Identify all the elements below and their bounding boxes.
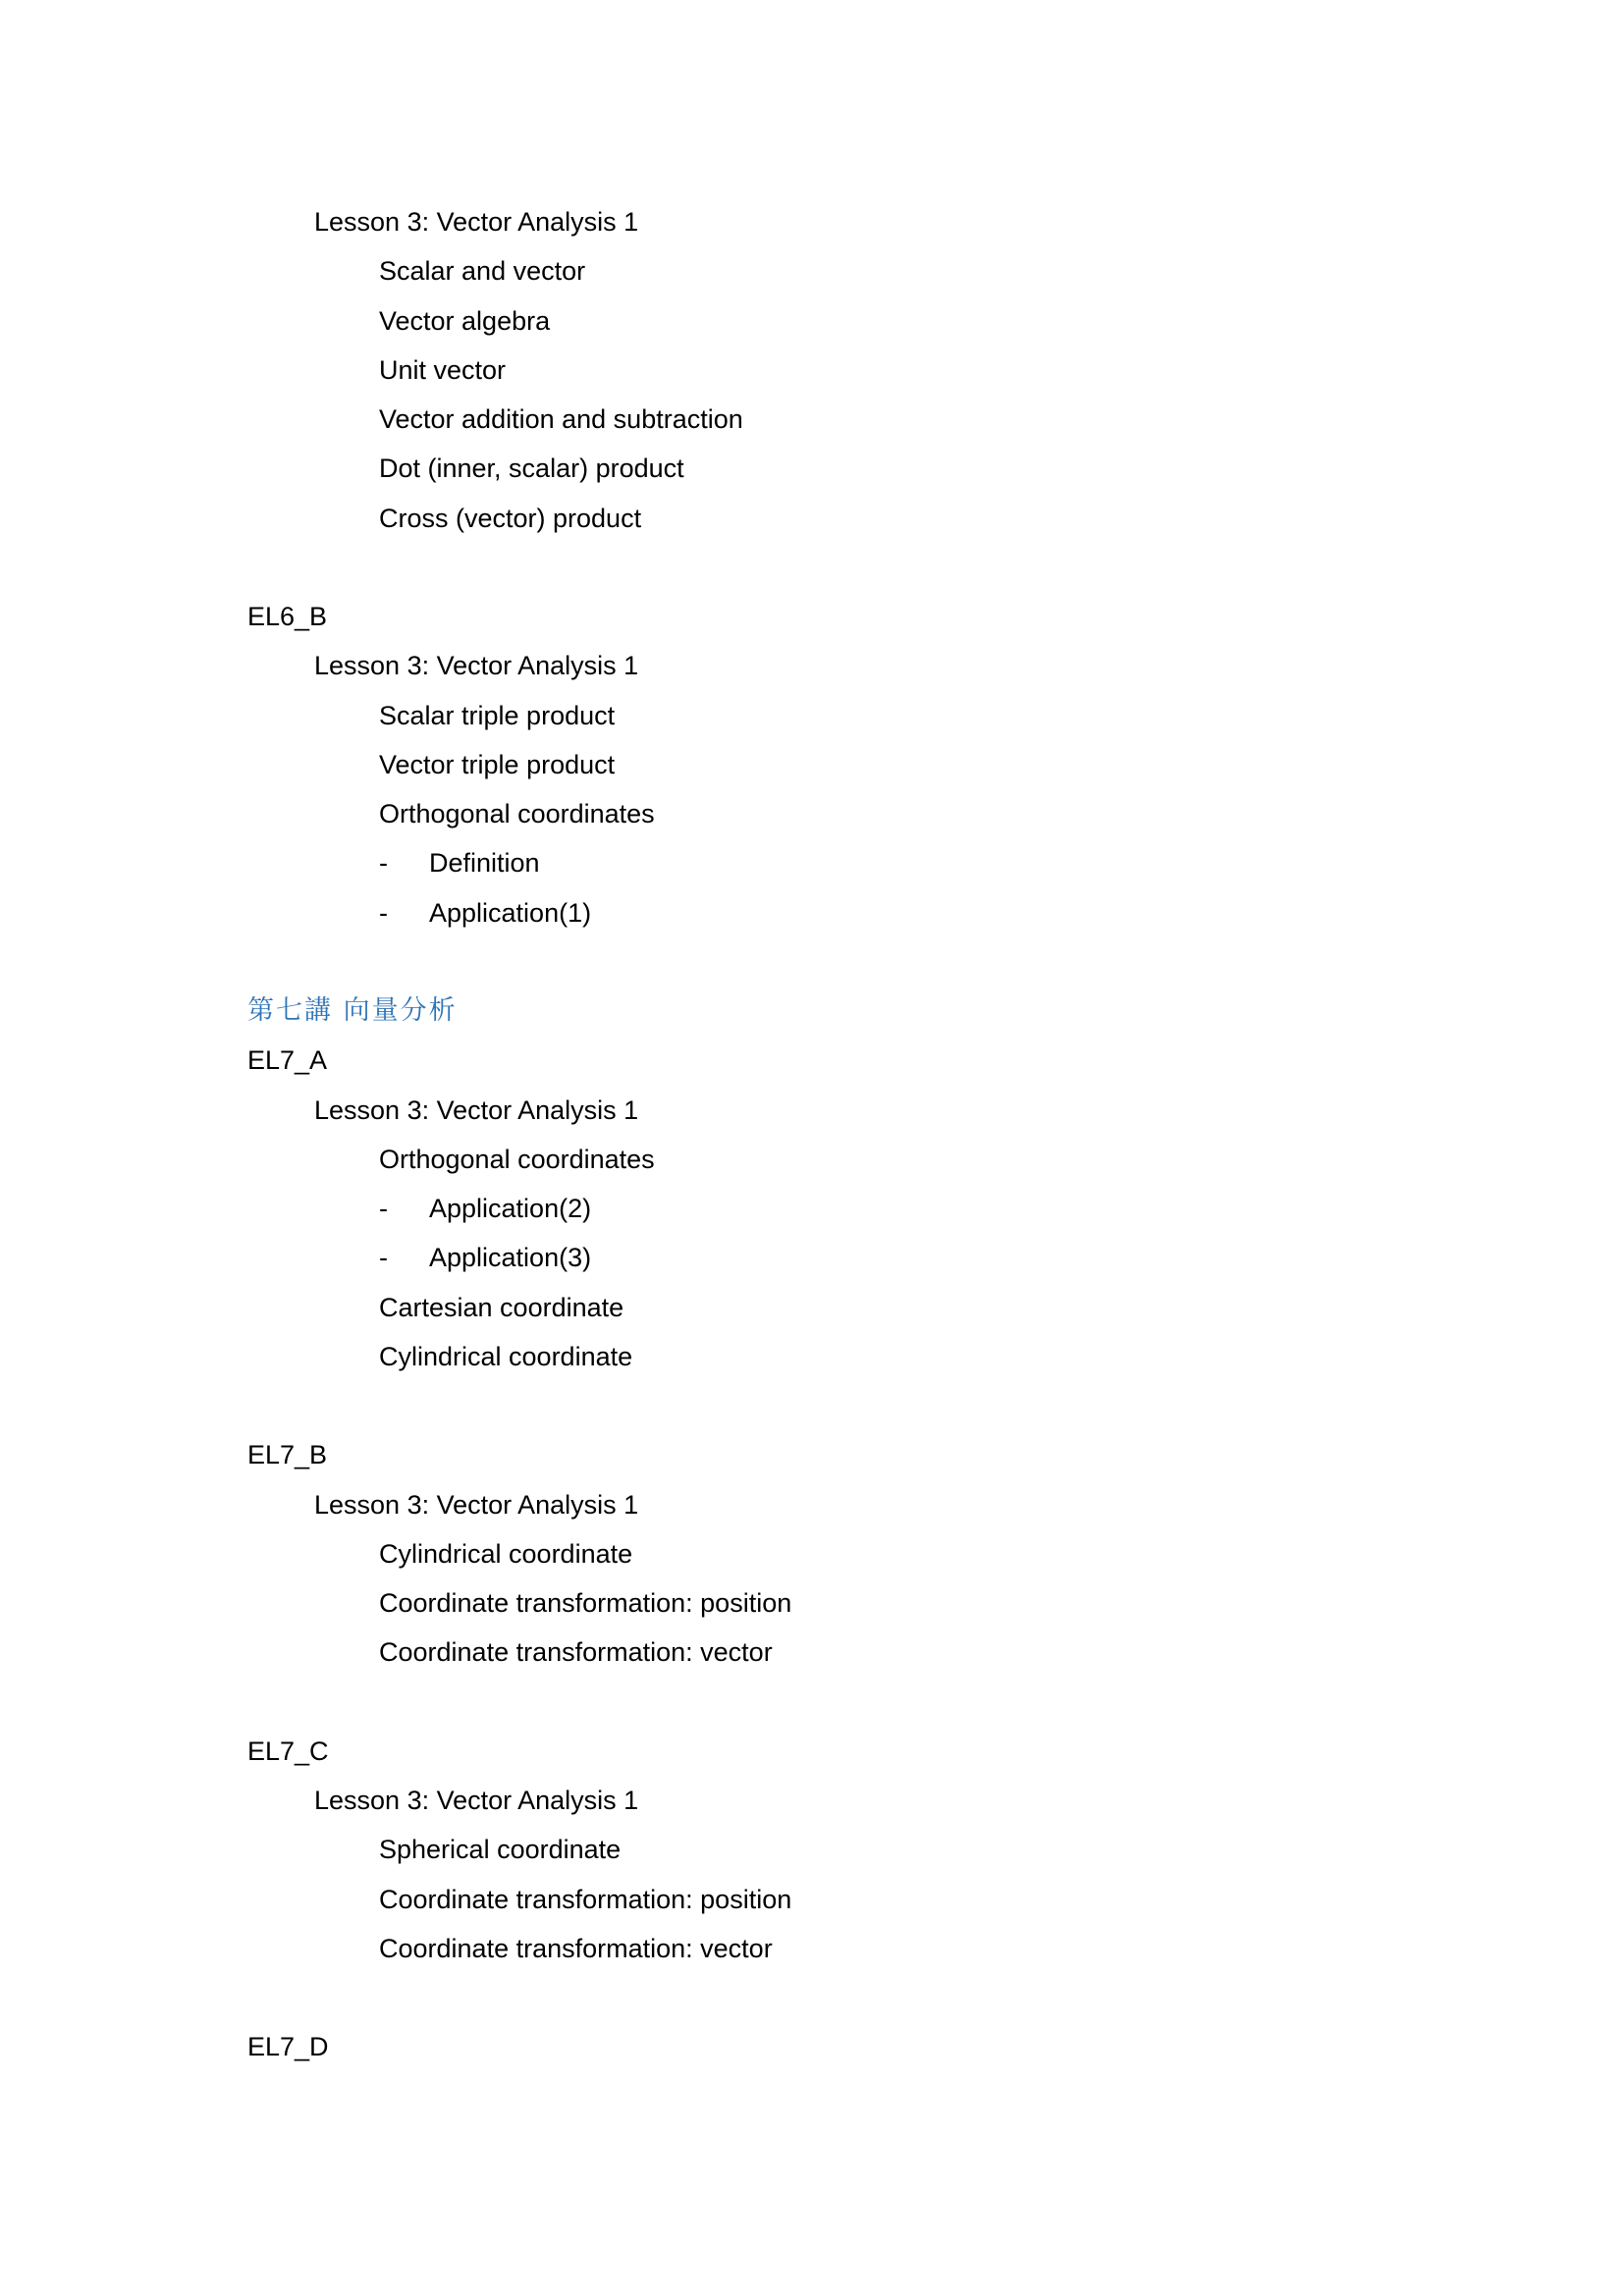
lesson-title: Lesson 3: Vector Analysis 1 (314, 651, 639, 681)
list-item-text: Definition (429, 848, 540, 879)
document-page (0, 197, 1624, 2072)
topic-item: Coordinate transformation: vector (379, 1637, 773, 1668)
dash-list-item (0, 888, 1624, 937)
topic-item: Orthogonal coordinates (379, 1144, 655, 1174)
list-item-text: Application(3) (429, 1243, 592, 1273)
blank-line (0, 1381, 1624, 1430)
topic-item: Cartesian coordinate (379, 1292, 624, 1322)
topic-item: Vector addition and subtraction (379, 404, 743, 434)
topic-item: Cylindrical coordinate (379, 1341, 633, 1371)
blank-line (0, 1678, 1624, 1727)
dash-marker: - (379, 897, 388, 928)
section-heading: 第七講 向量分析 (247, 995, 458, 1026)
topic-item: Unit vector (379, 354, 507, 385)
topic-item: Vector triple product (379, 749, 616, 779)
topic-item: Cylindrical coordinate (379, 1538, 633, 1569)
dash-marker: - (379, 848, 388, 879)
topic-item: Coordinate transformation: vector (379, 1933, 773, 1963)
topic-item: Cross (vector) product (379, 503, 642, 533)
topic-item: Scalar triple product (379, 700, 616, 730)
topic-item: Dot (inner, scalar) product (379, 454, 684, 484)
section-code: EL7_D (247, 2032, 329, 2062)
section-code: EL7_C (247, 1735, 329, 1766)
list-item-text: Application(2) (429, 1194, 592, 1223)
topic-item: Orthogonal coordinates (379, 799, 655, 828)
blank-line (0, 1973, 1624, 2022)
lesson-title: Lesson 3: Vector Analysis 1 (314, 1095, 639, 1125)
blank-line (0, 543, 1624, 592)
topic-item: Vector algebra (379, 305, 551, 336)
section-code: EL7_A (247, 1045, 328, 1076)
topic-item: Coordinate transformation: position (379, 1884, 792, 1914)
topic-item: Spherical coordinate (379, 1835, 622, 1865)
blank-line (0, 937, 1624, 987)
dash-marker: - (379, 1194, 388, 1223)
dash-list-item (0, 1184, 1624, 1233)
dash-list-item (0, 1233, 1624, 1282)
lesson-title: Lesson 3: Vector Analysis 1 (314, 1786, 639, 1815)
topic-item: Coordinate transformation: position (379, 1588, 792, 1618)
lesson-title: Lesson 3: Vector Analysis 1 (314, 1489, 639, 1520)
lesson-title: Lesson 3: Vector Analysis 1 (314, 207, 639, 237)
dash-marker: - (379, 1243, 388, 1273)
dash-list-item (0, 838, 1624, 887)
topic-item: Scalar and vector (379, 256, 586, 287)
section-code: EL6_B (247, 602, 328, 631)
section-code: EL7_B (247, 1440, 328, 1470)
list-item-text: Application(1) (429, 897, 592, 928)
